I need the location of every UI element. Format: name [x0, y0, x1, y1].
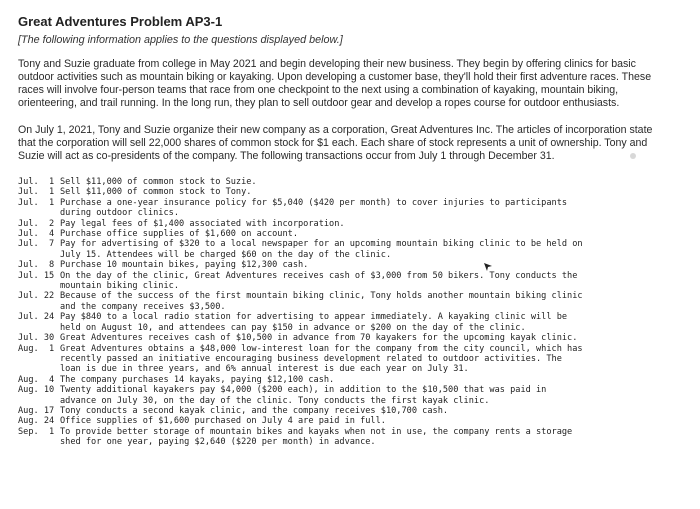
transaction-text: Great Adventures obtains a $48,000 low-interest loan for the company from the city council, which has recently passed an initiative encouraging business development related to outdoor activities. The loan is due in three years, and 6% annual interest is due each year on July 31.: [60, 343, 583, 375]
transaction-date: Jul. 1: [18, 187, 55, 198]
transaction-text: Sell $11,000 of common stock to Tony.: [60, 187, 252, 198]
transaction-row: [18, 260, 678, 270]
transaction-date: Jul. 8: [18, 260, 55, 271]
problem-page: [18, 14, 678, 448]
transaction-row: [18, 427, 678, 448]
transaction-text: Twenty additional kayakers pay $4,000 ($200 each), in addition to the $10,500 that was paid in advance on July 30, on the day of the clinic. Tony conducts the first kayak clinic.: [60, 385, 547, 406]
transaction-text: Pay for advertising of $320 to a local newspaper for an upcoming mountain biking clinic to be held on July 15. Attendees will be charged $60 on the day of the clinic.: [60, 239, 583, 260]
transaction-text: Sell $11,000 of common stock to Suzie.: [60, 177, 257, 187]
mouse-pointer-icon: [483, 262, 493, 272]
transaction-text: Purchase a one-year insurance policy for $5,040 ($420 per month) to cover injuries to participants during outdoor clinics.: [60, 197, 568, 219]
transaction-text: Office supplies of $1,600 purchased on July 4 are paid in full.: [60, 416, 386, 427]
problem-title: Great Adventures Problem AP3-1: [18, 14, 223, 29]
transaction-date: Jul. 15: [18, 270, 55, 281]
transaction-text: Pay $840 to a local radio station for advertising to appear immediately. A kayaking clinic will be held on August 10, and attendees can pay $150 in advance or $200 on the day of the clinic.: [60, 312, 568, 333]
transaction-text: The company purchases 14 kayaks, paying $12,100 cash.: [60, 374, 335, 385]
organization-paragraph: On July 1, 2021, Tony and Suzie organize their new company as a corporation, Great Adventures Inc. The articles of incorporation state that the corporation will sell 22,000 shares of common stock for $1 each. Each share of stock represents a unit of ownership. Tony and Suzie will act as co-presidents of the company. The following transactions occur from July 1 through December 31.: [18, 124, 653, 162]
transaction-date: Aug. 17: [18, 405, 55, 416]
transaction-row: [18, 375, 678, 385]
transaction-text: Purchase office supplies of $1,600 on account.: [60, 229, 298, 240]
transaction-date: Aug. 1: [18, 343, 55, 354]
transaction-row: [18, 187, 678, 197]
transaction-row: [18, 229, 678, 239]
transaction-date: Jul. 24: [18, 312, 55, 323]
bottom-fade: [0, 501, 700, 509]
transaction-row: [18, 416, 678, 426]
transaction-date: Aug. 4: [18, 374, 55, 385]
transaction-date: Jul. 22: [18, 291, 55, 302]
scroll-dot-icon: [630, 153, 636, 159]
transaction-row: [18, 406, 678, 416]
transaction-date: Jul. 4: [18, 229, 55, 240]
transaction-text: To provide better storage of mountain bikes and kayaks when not in use, the company rents a storage shed for one year, paying $2,640 ($220 per month) in advance.: [60, 426, 573, 448]
transaction-row: [18, 198, 678, 219]
transaction-text: Purchase 10 mountain bikes, paying $12,300 cash.: [60, 260, 309, 271]
transaction-row: [18, 344, 678, 375]
transaction-row: [18, 177, 678, 187]
transaction-list: [18, 177, 678, 448]
transaction-date: Sep. 1: [18, 426, 55, 437]
transaction-date: Jul. 2: [18, 218, 55, 229]
transaction-text: Great Adventures receives cash of $10,500 in advance from 70 kayakers for the upcoming kayak clinic.: [60, 333, 578, 344]
transaction-row: [18, 333, 678, 343]
transaction-row: [18, 385, 678, 406]
transaction-date: Jul. 1: [18, 177, 55, 187]
transaction-date: Jul. 7: [18, 239, 55, 250]
transaction-date: Aug. 24: [18, 416, 55, 427]
transaction-row: [18, 312, 678, 333]
transaction-row: [18, 271, 678, 292]
transaction-text: Because of the success of the first mountain biking clinic, Tony holds another mountain biking clinic and the company receives $3,500.: [60, 291, 583, 312]
transaction-row: [18, 291, 678, 312]
intro-paragraph: Tony and Suzie graduate from college in May 2021 and begin developing their new business. They begin by offering clinics for basic outdoor activities such as mountain biking or kayaking. Upon developing a customer base, they'll hold their first adventure races. These races will involve four-person teams that race from one checkpoint to the next using a combination of kayaking, mountain biking, orienteering, and trail running. In the long run, they plan to sell outdoor gear and develop a ropes course for outdoor enthusiasts.: [18, 58, 652, 109]
transaction-date: Aug. 10: [18, 385, 55, 396]
info-note: [The following information applies to the questions displayed below.]: [18, 34, 343, 46]
transaction-text: On the day of the clinic, Great Adventures receives cash of $3,000 from 50 bikers. Tony conducts the mountain biking clinic.: [60, 270, 578, 292]
transaction-row: [18, 239, 678, 260]
transaction-date: Jul. 30: [18, 333, 55, 344]
transaction-text: Tony conducts a second kayak clinic, and the company receives $10,700 cash.: [60, 405, 449, 416]
transaction-text: Pay legal fees of $1,400 associated with incorporation.: [60, 218, 345, 229]
transaction-row: [18, 219, 678, 229]
transaction-date: Jul. 1: [18, 197, 55, 208]
